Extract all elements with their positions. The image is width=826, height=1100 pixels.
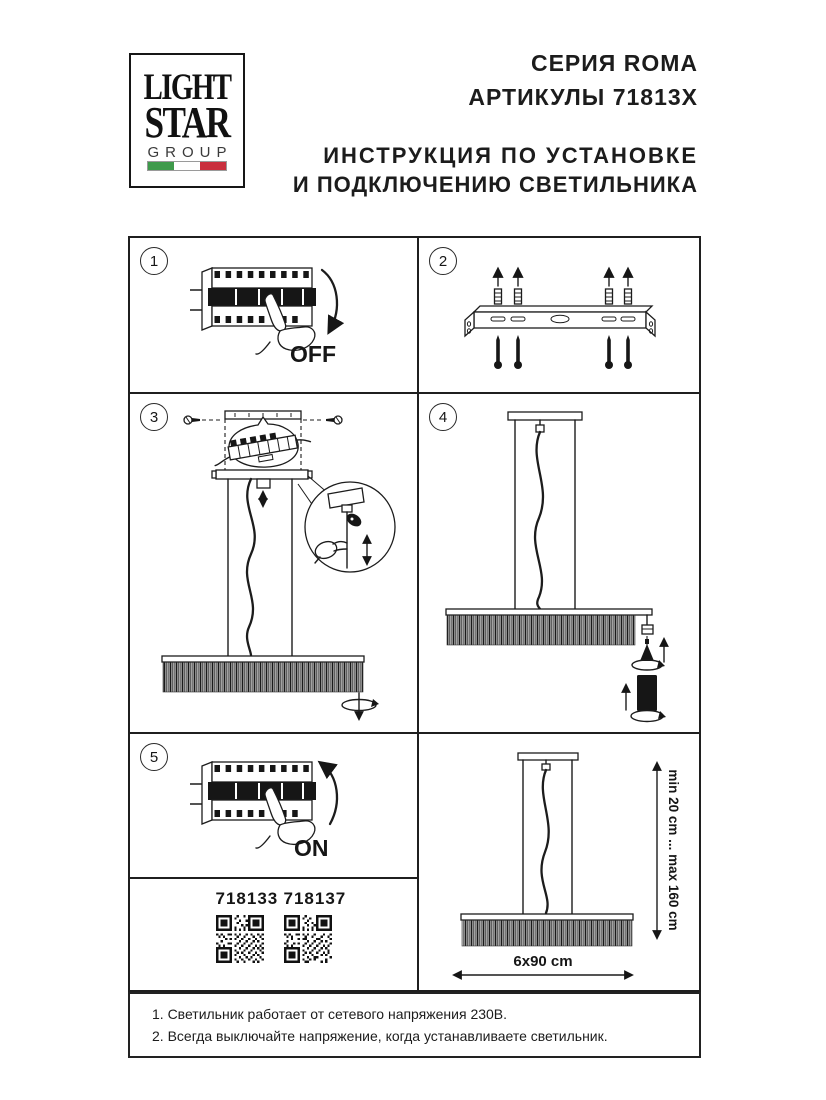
height-dimension [657,764,681,937]
canopy-bar [518,753,578,760]
step-1-number: 1 [140,247,168,275]
lamp-holder [640,644,654,661]
height-dimension-label: min 20 cm ... max 160 cm [666,769,681,931]
instruction-title-line2: И ПОДКЛЮЧЕНИЮ СВЕТИЛЬНИКА [292,172,698,197]
step-5-number: 5 [140,743,168,771]
rotate-icon [631,711,663,722]
header [218,50,698,198]
step-4-panel [419,394,699,732]
articles-title: АРТИКУЛЫ 71813X [468,84,698,110]
step-3-number: 3 [140,403,168,431]
circuit-breaker-drawing [190,762,316,824]
qr-code-left [216,915,264,963]
step-2-number: 2 [429,247,457,275]
dimensions-illustration [419,734,699,990]
step-1-panel [130,238,417,392]
power-cord [247,479,255,655]
breaker-top-terminals [215,765,309,772]
step-5-panel [130,734,417,877]
italian-flag-stripe [147,161,227,171]
qr-code-right [284,915,332,963]
width-dimension [455,953,631,975]
qr-cell-left [215,889,279,963]
crystal-fringe [447,615,635,645]
breaker-switch-band [208,782,316,800]
step-2-panel [419,238,699,392]
rotate-icon [632,660,662,670]
wiring-balloon [211,417,312,470]
on-label: ON [294,835,329,861]
bracket-illustration [461,256,661,376]
anchor-screws-top [495,270,632,304]
instruction-title-line1: ИНСТРУКЦИЯ ПО УСТАНОВКЕ [323,143,698,168]
breaker-on-illustration [190,748,370,868]
screws-bottom [494,335,632,369]
crystal-fringe [462,920,632,946]
curved-arrow-down-icon [322,270,337,330]
pendant-assembly-illustration [419,394,699,732]
flag-white [174,162,200,170]
canopy-bar [508,412,582,420]
fixture-body [446,609,652,645]
step-3-panel [130,394,417,732]
logo-word-light: LIGHT [143,67,231,108]
breaker-top-terminals [215,271,309,278]
dimensions-panel [419,734,699,990]
article-code-left: 718133 [215,889,279,908]
note-1: 1. Светильник работает от сетевого напряжения 230В. [152,1006,508,1022]
cable-adjuster-detail-circle [305,482,395,572]
logo-word-star: STAR [144,98,230,147]
crystal-fringe [163,662,363,692]
notes-box [128,992,701,1058]
fixture-body [162,656,364,692]
article-code-right: 718137 [283,889,347,908]
canopy-mounting-illustration [130,394,417,732]
side-screw-left [184,416,223,424]
circuit-breaker-drawing [190,268,316,330]
cord-lock [257,479,270,488]
canopy-bar [212,470,312,505]
side-screw-right [303,416,342,424]
fixture-body [461,914,633,946]
flag-green [148,162,174,170]
rotate-icon [342,693,379,718]
qr-codes-panel [130,879,417,990]
width-dimension-label: 6x90 cm [513,953,573,970]
note-2: 2. Всегда выключайте напряжение, когда устанавливаете светильник. [152,1028,608,1044]
power-cord [541,770,548,913]
lamp-bulb [637,675,657,711]
breaker-off-illustration [190,254,370,374]
power-cord [535,432,543,609]
curved-arrow-up-icon [322,764,337,824]
step-4-number: 4 [429,403,457,431]
off-label: OFF [290,341,336,367]
breaker-switch-band [208,288,316,306]
steps-grid [128,236,701,992]
qr-cell-right [283,889,347,963]
logo-word-group: GROUP [147,144,233,161]
mounting-bracket-bar [465,306,655,336]
series-title: СЕРИЯ ROMA [530,50,698,76]
